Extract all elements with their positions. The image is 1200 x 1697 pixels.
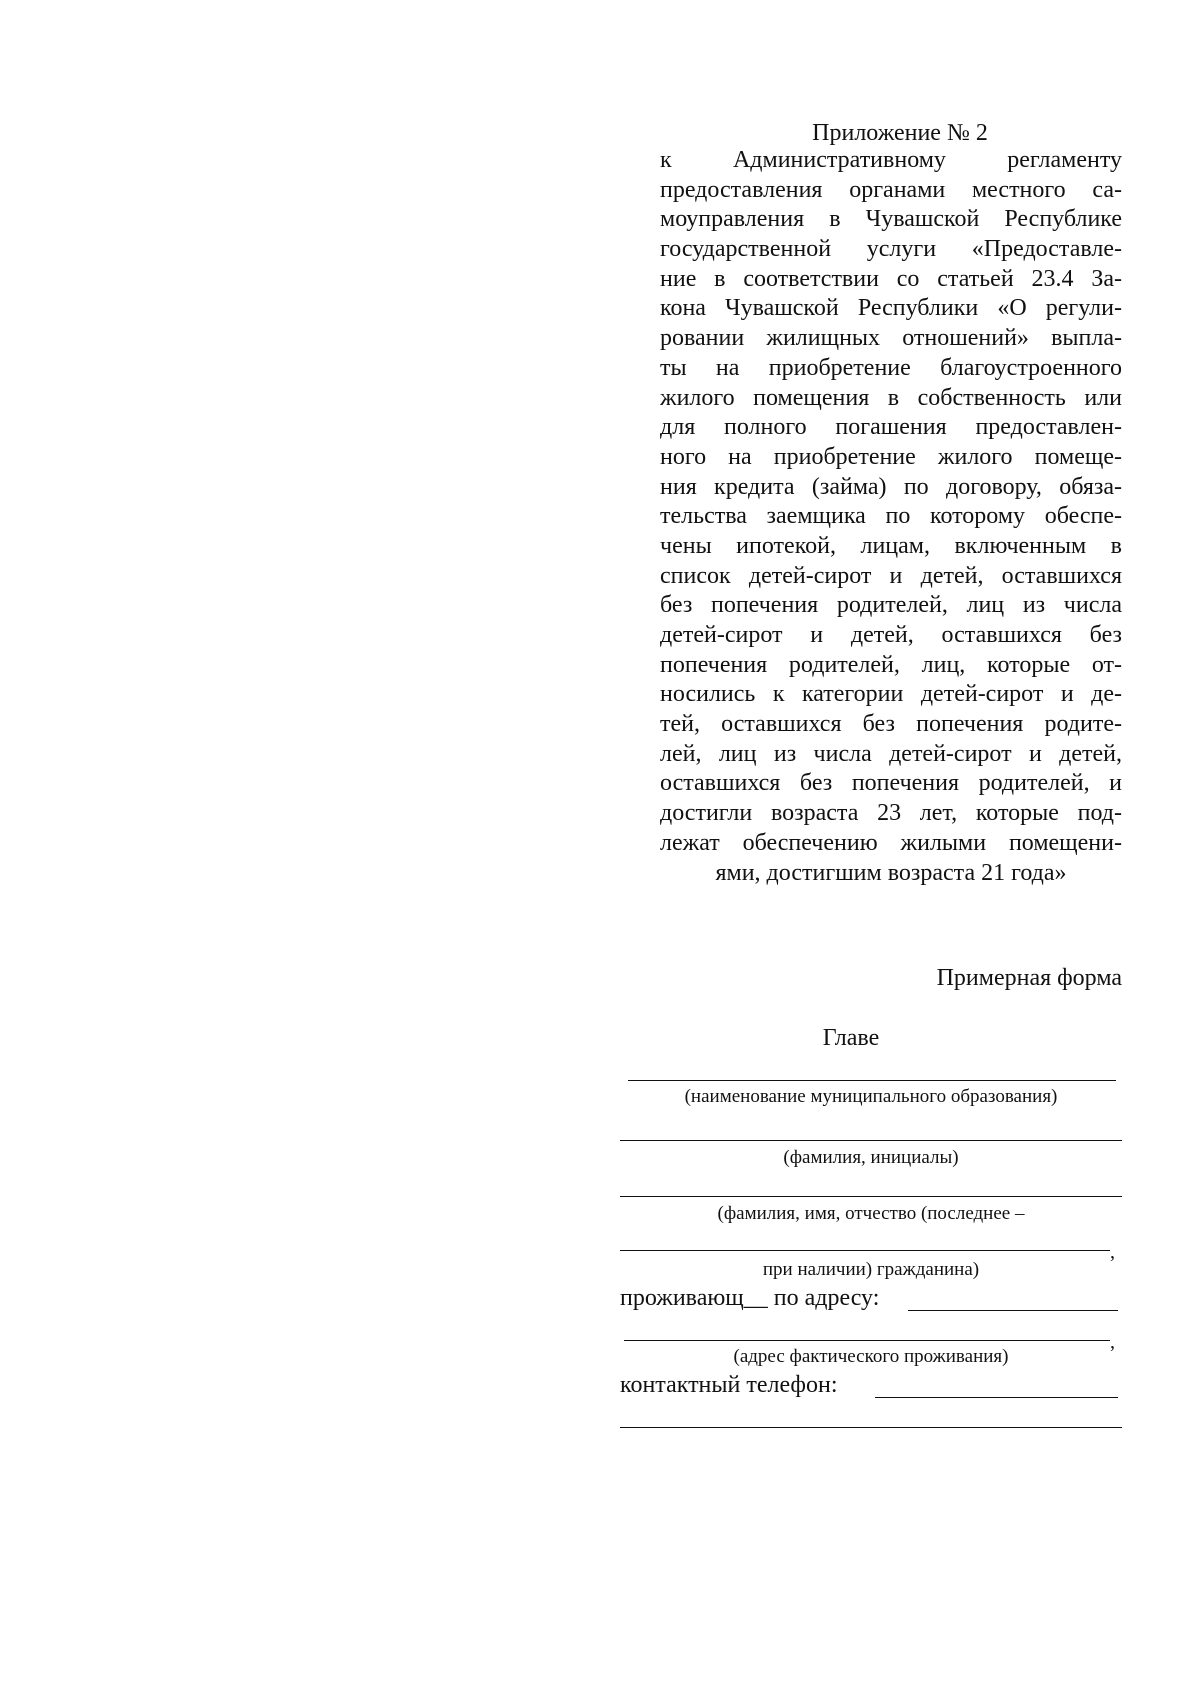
regulation-text-line: тей, оставшихся без попечения родите- bbox=[660, 711, 1122, 738]
extra-blank-line bbox=[620, 1427, 1122, 1428]
regulation-text-line: оставшихся без попечения родителей, и bbox=[660, 770, 1122, 797]
regulation-text-line: к Административному регламенту bbox=[660, 147, 1122, 173]
regulation-text-line: носились к категории детей-сирот и де- bbox=[660, 681, 1122, 708]
regulation-text-line: детей-сирот и детей, оставшихся без bbox=[660, 622, 1122, 648]
regulation-text-line: лежат обеспечению жилыми помещени- bbox=[660, 829, 1122, 856]
address-blank-line bbox=[624, 1340, 1110, 1341]
appendix-heading: Приложение № 2 bbox=[812, 120, 988, 146]
head-name-blank-line bbox=[620, 1140, 1122, 1141]
regulation-text-line: лей, лиц из числа детей-сирот и детей, bbox=[660, 740, 1122, 767]
regulation-text-line: моуправления в Чувашской Республике bbox=[660, 206, 1122, 233]
regulation-text-line: жилого помещения в собственность или bbox=[660, 384, 1122, 411]
regulation-text-line: ты на приобретение благоустроенного bbox=[660, 354, 1122, 381]
initials-caption: (фамилия, инициалы) bbox=[783, 1147, 959, 1168]
regulation-text-line: для полного погашения предоставлен- bbox=[660, 414, 1122, 441]
citizen-name-blank-line-2 bbox=[620, 1250, 1110, 1251]
phone-blank bbox=[875, 1397, 1118, 1398]
municipality-caption: (наименование муниципального образования) bbox=[684, 1086, 1058, 1107]
regulation-reference-block bbox=[660, 146, 1122, 888]
regulation-text-line: кона Чувашской Республики «О регули- bbox=[660, 295, 1122, 322]
regulation-text-line: список детей-сирот и детей, оставшихся bbox=[660, 562, 1122, 589]
form-type-label: Примерная форма bbox=[936, 965, 1122, 991]
comma-mark: , bbox=[1110, 1241, 1115, 1263]
regulation-text-line: ровании жилищных отношений» выпла- bbox=[660, 325, 1122, 352]
phone-label: контактный телефон: bbox=[620, 1372, 838, 1398]
regulation-text-line: ния кредита (займа) по договору, обяза- bbox=[660, 473, 1122, 500]
regulation-text-line: ного на приобретение жилого помеще- bbox=[660, 443, 1122, 470]
comma-mark: , bbox=[1110, 1331, 1115, 1353]
fullname-caption-part-1: (фамилия, имя, отчество (последнее – bbox=[717, 1203, 1025, 1224]
citizen-name-blank-line-1 bbox=[620, 1196, 1122, 1197]
regulation-text-line: тельства заемщика по которому обеспе- bbox=[660, 503, 1122, 530]
residing-label: проживающ__ по адресу: bbox=[620, 1285, 880, 1311]
regulation-text-line: чены ипотекой, лицам, включенным в bbox=[660, 532, 1122, 559]
fullname-caption-part-2: при наличии) гражданина) bbox=[762, 1259, 980, 1280]
regulation-text-line: предоставления органами местного са- bbox=[660, 176, 1122, 203]
regulation-text-line: ние в соответствии со статьей 23.4 За- bbox=[660, 265, 1122, 292]
regulation-text-line: достигли возраста 23 лет, которые под- bbox=[660, 800, 1122, 827]
addressee-title: Главе bbox=[822, 1025, 880, 1051]
municipality-blank-line bbox=[628, 1080, 1116, 1081]
regulation-text-line: без попечения родителей, лиц из числа bbox=[660, 592, 1122, 619]
regulation-text-line: попечения родителей, лиц, которые от- bbox=[660, 651, 1122, 678]
regulation-text-line: ями, достигшим возраста 21 года» bbox=[715, 859, 1067, 886]
residing-address-blank bbox=[908, 1310, 1118, 1311]
regulation-text-line: государственной услуги «Предоставле- bbox=[660, 236, 1122, 263]
address-caption: (адрес фактического проживания) bbox=[733, 1346, 1009, 1367]
